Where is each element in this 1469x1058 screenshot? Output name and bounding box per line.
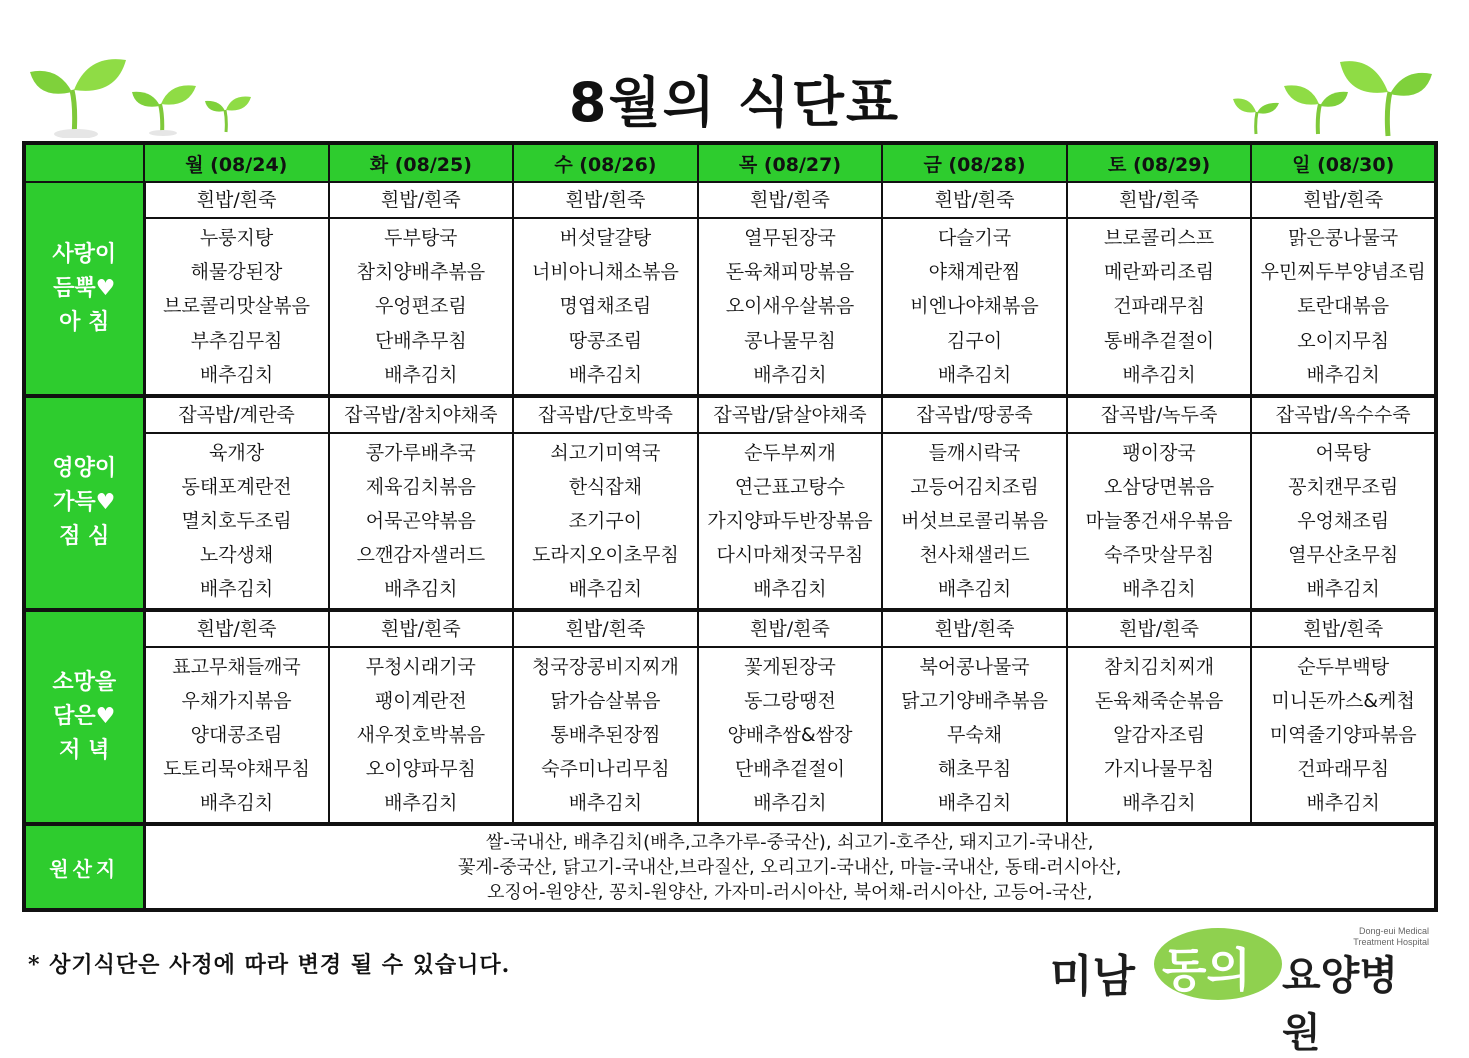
staple-item: 흰밥/흰죽 — [330, 183, 513, 219]
meal-row-lunch — [24, 396, 1436, 610]
dish-item: 노각생채 — [199, 544, 274, 566]
dish-item: 열무된장국 — [744, 227, 836, 250]
meal-label-line: 사랑이 — [52, 241, 117, 267]
dish-item: 통배추된장찜 — [550, 724, 661, 746]
meal-label-line: 아 침 — [59, 309, 110, 335]
staple-item: 흰밥/흰죽 — [699, 183, 882, 219]
dish-item: 도토리묵야채무침 — [163, 758, 310, 780]
dish-item: 배추김치 — [937, 792, 1012, 814]
dish-item: 브로콜리스프 — [1104, 227, 1215, 250]
dish-item: 팽이장국 — [1122, 442, 1196, 464]
dish-item: 배추김치 — [753, 363, 827, 386]
dish-item: 배추김치 — [753, 792, 827, 814]
staple-item: 흰밥/흰죽 — [1068, 183, 1251, 219]
dish-item: 콩나물무침 — [744, 329, 836, 352]
meal-label — [24, 182, 144, 396]
dish-item: 한식잡채 — [568, 476, 643, 498]
origin-line: 꽃게-중국산, 닭고기-국내산,브라질산, 오리고기-국내산, 마늘-국내산, 동태-러시아산, — [458, 856, 1122, 878]
dish-item: 버섯달걀탕 — [559, 227, 652, 250]
dish-item: 참치김치찌개 — [1104, 656, 1215, 678]
dish-item: 토란대볶음 — [1297, 295, 1390, 318]
dish-item: 김구이 — [947, 329, 1003, 352]
dish-item: 미니돈까스&케첩 — [1271, 690, 1415, 712]
dish-item: 브로콜리맛살볶음 — [163, 295, 310, 318]
dish-item: 동태포계란전 — [181, 476, 292, 498]
staple-item: 흰밥/흰죽 — [1252, 183, 1434, 219]
dish-item: 배추김치 — [1122, 363, 1196, 386]
dish-item: 배추김치 — [1122, 792, 1196, 814]
dish-item: 으깬감자샐러드 — [356, 544, 486, 566]
day-header: 토 (08/29) — [1067, 143, 1252, 182]
staple-item: 흰밥/흰죽 — [1068, 612, 1251, 648]
dish-item: 꽁치캔무조림 — [1288, 476, 1399, 498]
staple-item: 흰밥/흰죽 — [146, 183, 328, 219]
day-header: 수 (08/26) — [513, 143, 698, 182]
dish-item: 두부탕국 — [384, 227, 458, 250]
dish-item: 배추김치 — [384, 363, 458, 386]
dish-item: 다슬기국 — [937, 227, 1012, 250]
logo-text-right: 요양병원 — [1282, 952, 1398, 1056]
page-title: 8월의 식단표 — [568, 71, 901, 134]
origin-row — [24, 824, 1436, 910]
origin-line: 오징어-원양산, 꽁치-원양산, 가자미-러시아산, 북어채-러시아산, 고등어-국산, — [486, 881, 1093, 903]
dish-item: 청국장콩비지찌개 — [531, 656, 679, 678]
menu-cell — [698, 396, 883, 610]
dish-item: 고등어김치조림 — [910, 476, 1039, 498]
header-corner — [24, 143, 144, 182]
day-header: 금 (08/28) — [882, 143, 1067, 182]
dish-item: 단배추겉절이 — [734, 758, 846, 780]
staple-item: 흰밥/흰죽 — [883, 183, 1066, 219]
dish-item: 콩가루배추국 — [365, 442, 476, 464]
origin-label: 원산지 — [24, 824, 144, 910]
menu-cell — [1067, 396, 1252, 610]
menu-cell — [882, 396, 1067, 610]
dish-item: 들깨시락국 — [928, 442, 1021, 464]
dish-item: 천사채샐러드 — [919, 544, 1030, 566]
staple-item: 흰밥/흰죽 — [330, 612, 513, 648]
dish-item: 배추김치 — [937, 578, 1012, 600]
dish-item: 너비아니채소볶음 — [531, 261, 679, 284]
dish-item: 멸치호두조림 — [181, 510, 292, 532]
dish-item: 다시마채젓국무침 — [716, 544, 864, 566]
dish-item: 배추김치 — [384, 578, 458, 600]
dish-item: 북어콩나물국 — [919, 656, 1030, 678]
dish-item: 열무산초무침 — [1288, 544, 1399, 566]
origin-line: 쌀-국내산, 배추김치(배추,고추가루-중국산), 쇠고기-호주산, 돼지고기-국내산, — [486, 831, 1094, 853]
dish-item: 우채가지볶음 — [181, 690, 292, 712]
dish-item: 단배추무침 — [374, 329, 467, 352]
menu-cell — [513, 610, 698, 824]
dish-item: 숙주미나리무침 — [541, 758, 670, 780]
day-header-row — [24, 143, 1436, 182]
dish-item: 배추김치 — [1306, 792, 1380, 814]
menu-cell — [144, 610, 329, 824]
dish-item: 양대콩조림 — [190, 724, 283, 746]
dish-item: 순두부백탕 — [1297, 656, 1390, 678]
menu-cell — [698, 182, 883, 396]
dish-item: 통배추겉절이 — [1104, 329, 1215, 352]
dish-item: 연근표고탕수 — [734, 476, 846, 498]
meal-label-line: 가득♥ — [53, 490, 116, 515]
menu-cell — [513, 396, 698, 610]
logo-subtitle-line: Treatment Hospital — [1353, 937, 1429, 947]
staple-item: 잡곡밥/땅콩죽 — [883, 398, 1066, 434]
dish-item: 닭가슴살볶음 — [550, 690, 661, 712]
menu-cell — [1067, 610, 1252, 824]
meal-label — [24, 396, 144, 610]
meal-label — [24, 610, 144, 824]
dish-item: 우엉편조림 — [374, 295, 467, 318]
dish-item: 어묵곤약볶음 — [365, 510, 476, 532]
menu-cell — [329, 610, 514, 824]
dish-item: 오이지무침 — [1297, 329, 1390, 352]
logo-text-left: 미남 — [1050, 951, 1136, 1002]
dish-item: 메란꽈리조림 — [1104, 261, 1215, 284]
menu-cell — [329, 396, 514, 610]
dish-item: 누룽지탕 — [199, 227, 274, 250]
meal-label-line: 담은♥ — [53, 704, 116, 729]
dish-item: 숙주맛살무침 — [1104, 544, 1215, 566]
dish-item: 마늘쫑건새우볶음 — [1085, 510, 1233, 532]
dish-item: 어묵탕 — [1315, 442, 1371, 464]
staple-item: 흰밥/흰죽 — [883, 612, 1066, 648]
staple-item: 잡곡밥/계란죽 — [146, 398, 328, 434]
meal-label-line: 듬뿍♥ — [53, 275, 116, 301]
day-header: 일 (08/30) — [1251, 143, 1436, 182]
dish-item: 순두부찌개 — [744, 442, 836, 464]
dish-item: 참치양배추볶음 — [356, 261, 486, 284]
dish-item: 해물강된장 — [190, 261, 283, 284]
change-notice: * 상기식단은 사정에 따라 변경 될 수 있습니다. — [28, 952, 511, 978]
staple-item: 흰밥/흰죽 — [514, 183, 697, 219]
menu-cell — [329, 182, 514, 396]
staple-item: 흰밥/흰죽 — [699, 612, 882, 648]
meal-label-line: 점 심 — [59, 524, 110, 549]
menu-cell — [698, 610, 883, 824]
dish-item: 돈육채죽순볶음 — [1094, 690, 1224, 712]
day-header: 목 (08/27) — [698, 143, 883, 182]
dish-item: 배추김치 — [568, 792, 643, 814]
logo-text-middle: 동의 — [1162, 943, 1251, 997]
staple-item: 잡곡밥/참치야채죽 — [330, 398, 513, 434]
dish-item: 비엔나야채볶음 — [910, 295, 1039, 318]
meal-row-breakfast — [24, 182, 1436, 396]
dish-item: 쇠고기미역국 — [550, 442, 661, 464]
hospital-logo — [1050, 926, 1435, 1056]
dish-item: 배추김치 — [937, 363, 1012, 386]
menu-cell — [1251, 610, 1436, 824]
meal-row-dinner — [24, 610, 1436, 824]
logo-subtitle-line: Dong-eui Medical — [1358, 926, 1429, 936]
dish-item: 양배추쌈&쌈장 — [727, 724, 853, 746]
dish-item: 오이새우살볶음 — [725, 295, 855, 318]
menu-cell — [144, 396, 329, 610]
dish-item: 야채계란찜 — [928, 261, 1021, 284]
dish-item: 땅콩조림 — [568, 329, 643, 352]
dish-item: 배추김치 — [568, 578, 643, 600]
dish-item: 가지양파두반장볶음 — [707, 510, 873, 532]
menu-cell — [513, 182, 698, 396]
dish-item: 꽃게된장국 — [744, 656, 836, 678]
dish-item: 우엉채조림 — [1297, 510, 1390, 532]
dish-item: 배추김치 — [199, 578, 274, 600]
menu-cell — [1251, 396, 1436, 610]
staple-item: 흰밥/흰죽 — [146, 612, 328, 648]
dish-item: 건파래무침 — [1113, 295, 1205, 318]
dish-item: 표고무채들깨국 — [172, 656, 301, 678]
dish-item: 배추김치 — [1306, 578, 1380, 600]
dish-item: 배추김치 — [384, 792, 458, 814]
dish-item: 버섯브로콜리볶음 — [901, 510, 1048, 532]
staple-item: 잡곡밥/닭살야채죽 — [699, 398, 882, 434]
staple-item: 흰밥/흰죽 — [1252, 612, 1434, 648]
dish-item: 육개장 — [209, 442, 265, 464]
dish-item: 명엽채조림 — [559, 295, 652, 318]
dish-item: 새우젓호박볶음 — [356, 724, 486, 746]
dish-item: 닭고기양배추볶음 — [901, 690, 1048, 712]
dish-item: 건파래무침 — [1297, 758, 1390, 780]
staple-item: 잡곡밥/단호박죽 — [514, 398, 697, 434]
dish-item: 우민찌두부양념조림 — [1260, 261, 1426, 284]
dish-item: 배추김치 — [753, 578, 827, 600]
dish-item: 알감자조림 — [1113, 724, 1205, 746]
meal-label-line: 저 녁 — [59, 738, 110, 763]
dish-item: 배추김치 — [1122, 578, 1196, 600]
dish-item: 배추김치 — [568, 363, 643, 386]
dish-item: 해초무침 — [937, 758, 1012, 780]
menu-cell — [1067, 182, 1252, 396]
dish-item: 가지나물무침 — [1104, 758, 1215, 780]
dish-item: 돈육채피망볶음 — [725, 261, 855, 284]
day-header: 화 (08/25) — [329, 143, 514, 182]
menu-cell — [144, 182, 329, 396]
logo-subtitle — [1353, 926, 1429, 948]
menu-cell — [1251, 182, 1436, 396]
menu-cell — [882, 182, 1067, 396]
dish-item: 맑은콩나물국 — [1288, 227, 1399, 250]
dish-item: 배추김치 — [199, 363, 274, 386]
dish-item: 조기구이 — [568, 510, 643, 532]
dish-item: 도라지오이초무침 — [531, 544, 679, 566]
origin-text — [144, 824, 1436, 910]
dish-item: 미역줄기양파볶음 — [1269, 724, 1417, 746]
meal-label-line: 소망을 — [52, 670, 117, 695]
dish-item: 배추김치 — [199, 792, 274, 814]
dish-item: 무숙채 — [947, 724, 1003, 746]
menu-cell — [882, 610, 1067, 824]
dish-item: 무청시래기국 — [365, 656, 476, 678]
dish-item: 배추김치 — [1306, 363, 1380, 386]
dish-item: 동그랑땡전 — [744, 690, 836, 712]
staple-item: 흰밥/흰죽 — [514, 612, 697, 648]
staple-item: 잡곡밥/녹두죽 — [1068, 398, 1251, 434]
meal-label-line: 영양이 — [52, 456, 117, 481]
dish-item: 팽이계란전 — [374, 690, 467, 712]
dish-item: 오삼당면볶음 — [1104, 476, 1215, 498]
staple-item: 잡곡밥/옥수수죽 — [1252, 398, 1434, 434]
menu-table — [22, 141, 1438, 912]
dish-item: 오이양파무침 — [365, 758, 476, 780]
dish-item: 제육김치볶음 — [365, 476, 476, 498]
dish-item: 부추김무침 — [190, 329, 283, 352]
day-header: 월 (08/24) — [144, 143, 329, 182]
